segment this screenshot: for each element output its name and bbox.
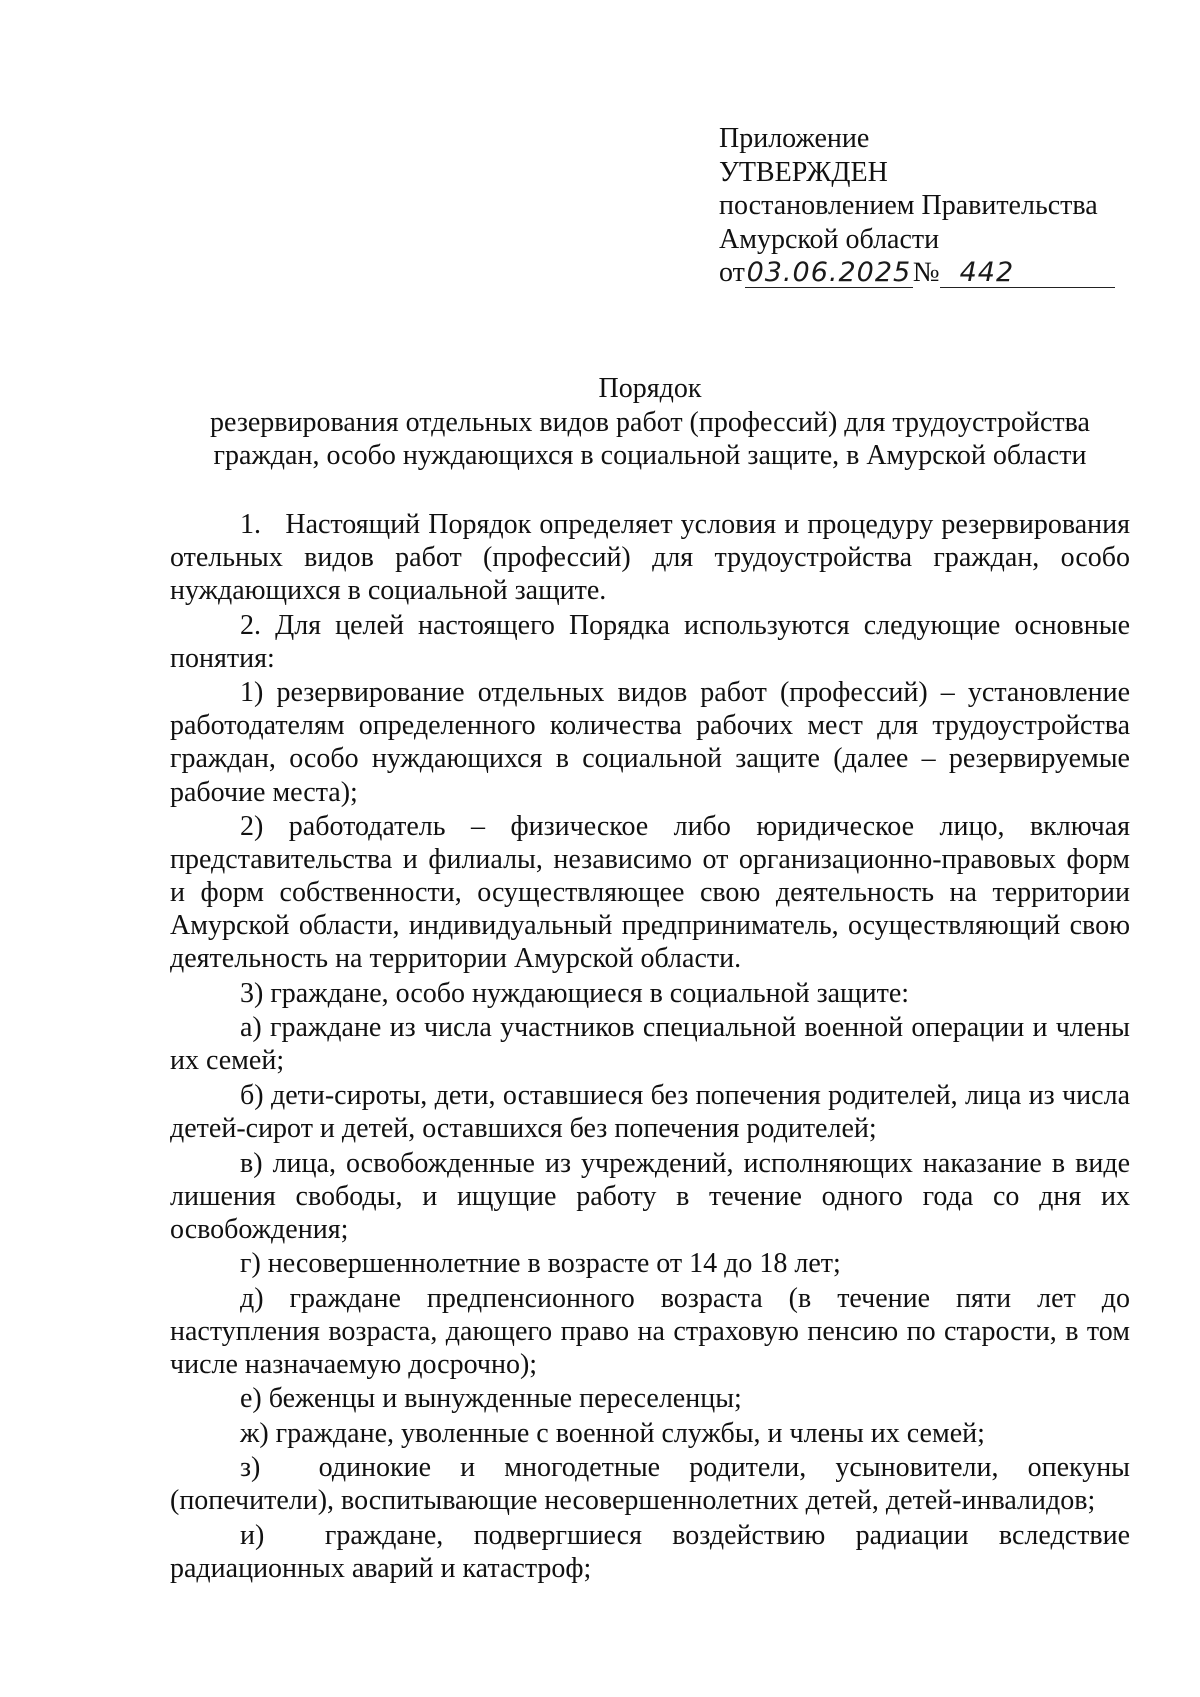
list-item-g: г) несовершеннолетние в возрасте от 14 до 18 лет; <box>240 1248 841 1280</box>
paragraph-item-2: 2. Для целей настоящего Порядка используются следующие основные понятия: <box>170 609 1130 674</box>
document-body <box>170 508 1130 1585</box>
list-item-a: а) граждане из числа участников специальной военной операции и члены их семей; <box>170 1012 1130 1077</box>
title-heading: Порядок <box>598 373 702 404</box>
approval-stamp-block <box>719 122 1139 290</box>
handwritten-date: 03.06.2025 <box>746 257 912 288</box>
list-item-zh: ж) граждане, уволенные с военной службы, и члены их семей; <box>240 1417 985 1449</box>
list-item-i: и) граждане, подвергшиеся воздействию радиации вследствие радиационных аварий и катастроф; <box>170 1519 1130 1584</box>
decree-label: постановлением Правительства <box>719 190 1098 221</box>
definition-employer: 2) работодатель – физическое либо юридическое лицо, включая представительства и филиалы, независимо от организационно-правовых форм и форм собственности, осуществляющее свою деятельность на территории Амурской области, индивидуальный предприниматель, осуществляющий свою деятельность на территории Амурской области. <box>170 811 1130 975</box>
list-item-b: б) дети-сироты, дети, оставшиеся без попечения родителей, лица из числа детей-сирот и детей, оставшихся без попечения родителей; <box>170 1079 1130 1145</box>
handwritten-number: 442 <box>940 259 1115 288</box>
paragraph-item-1: 1. Настоящий Порядок определяет условия и процедуру резервирования отельных видов работ (профессий) для трудоустройства граждан, особо нуждающихся в социальной защите. <box>170 509 1130 607</box>
appendix-label: Приложение <box>719 123 870 154</box>
definition-citizens: 3) граждане, особо нуждающиеся в социальной защите: <box>240 977 910 1009</box>
region-label: Амурской области <box>719 223 940 255</box>
number-sign: № <box>912 257 940 288</box>
list-item-v: в) лица, освобожденные из учреждений, исполняющих наказание в виде лишения свободы, и ищущие работу в течение одного года со дня их освобождения; <box>170 1147 1130 1245</box>
date-number-line <box>719 256 1139 290</box>
date-prefix: от <box>719 257 745 288</box>
list-item-z: з) одинокие и многодетные родители, усыновители, опекуны (попечители), воспитывающие несовершеннолетних детей, детей-инвалидов; <box>170 1452 1130 1517</box>
definition-reservation: 1) резервирование отдельных видов работ (профессий) – установление работодателям определенного количества рабочих мест для трудоустройства граждан, особо нуждающихся в социальной защите (далее – резервируемые рабочие места); <box>170 677 1130 808</box>
document-title <box>170 372 1130 473</box>
approved-label: УТВЕРЖДЕН <box>719 156 888 188</box>
title-line-1: резервирования отдельных видов работ (профессий) для трудоустройства <box>210 406 1090 438</box>
list-item-e: е) беженцы и вынужденные переселенцы; <box>240 1383 742 1415</box>
list-item-d: д) граждане предпенсионного возраста (в течение пяти лет до наступления возраста, дающего право на страховую пенсию по старости, в том числе назначаемую досрочно); <box>170 1282 1130 1380</box>
title-line-2: граждан, особо нуждающихся в социальной защите, в Амурской области <box>213 440 1087 471</box>
